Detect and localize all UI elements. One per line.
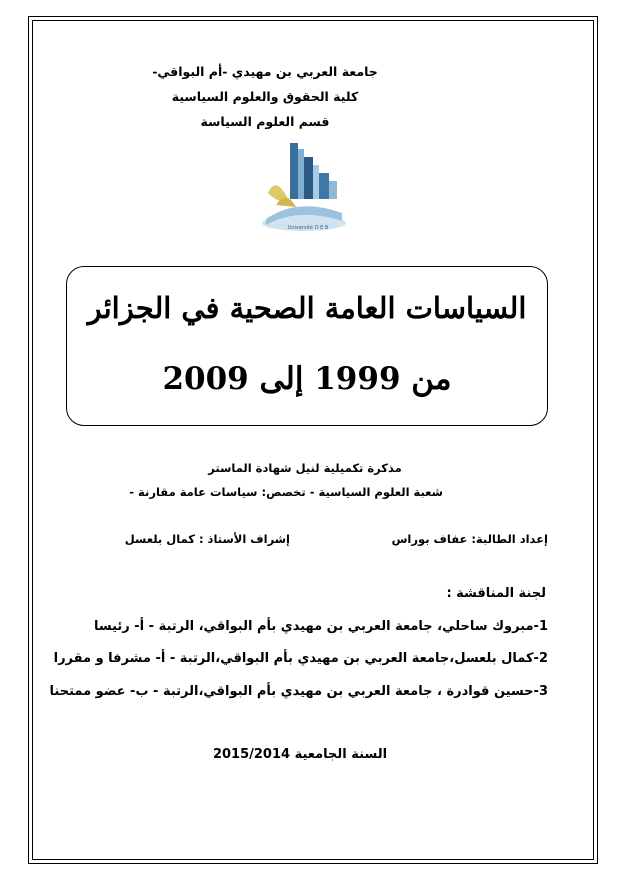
student-name: إعداد الطالبة: عفاف بوراس: [391, 532, 548, 546]
title-box: [66, 266, 548, 426]
jury-member: 3-حسين قوادرة ، جامعة العربي بن مهيدي بأم البواقي،الرتبة - ب- عضو ممتحنا: [49, 684, 548, 699]
jury-member: 1-مبروك ساحلي، جامعة العربي بن مهيدي بأم البواقي، الرتبة - أ- رئيسا: [93, 619, 548, 634]
academic-year: السنة الجامعية 2015/2014: [212, 747, 388, 762]
jury-heading: لجنة المناقشة :: [446, 586, 546, 601]
svg-text:Université O E B: Université O E B: [287, 225, 329, 231]
logo-caption: [288, 224, 329, 231]
branch-specialty: شعبة العلوم السياسية - تخصص: سياسات عامة مقارنة -: [129, 485, 443, 499]
faculty-name: كلية الحقوق والعلوم السياسية: [171, 89, 359, 104]
university-name: جامعة العربي بن مهيدي -أم البواقي-: [152, 64, 378, 79]
department-name: قسم العلوم السياسة: [200, 114, 330, 129]
supervisor-name: إشراف الأستاذ : كمال بلعسل: [124, 532, 290, 546]
jury-member: 2-كمال بلعسل،جامعة العربي بن مهيدي بأم البواقي،الرتبة - أ- مشرفا و مقررا: [53, 651, 548, 666]
thesis-title-line1: السياسات العامة الصحية في الجزائر: [87, 291, 527, 325]
memo-description: مذكرة تكميلية لنيل شهادة الماستر: [208, 461, 402, 475]
thesis-title-line2: من 1999 إلى 2009: [162, 361, 452, 397]
university-logo: [246, 135, 352, 233]
